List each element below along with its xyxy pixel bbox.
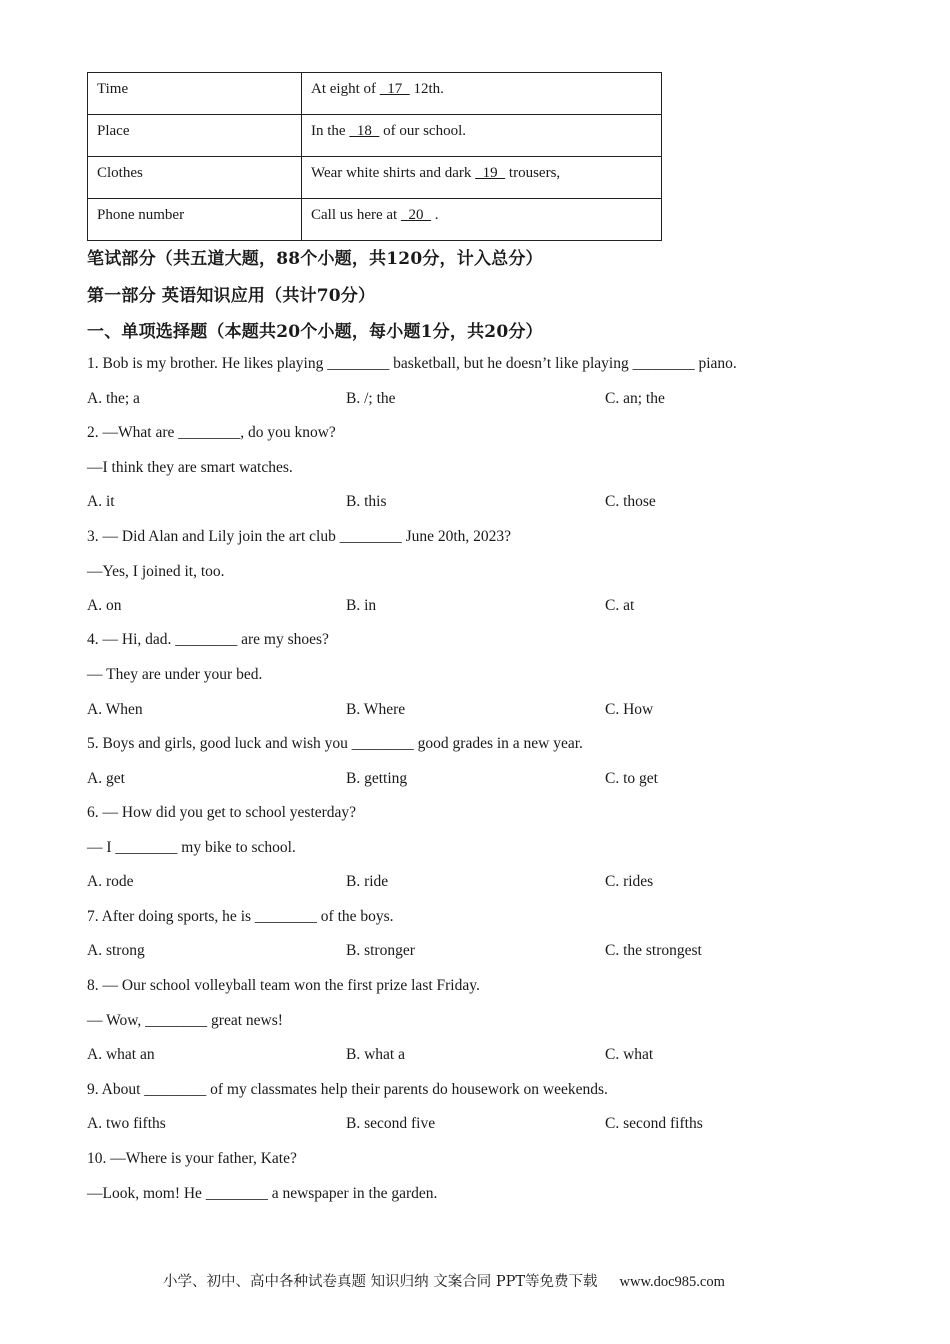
table-key: Time <box>97 81 129 97</box>
question-line: —I think they are smart watches. <box>87 459 293 476</box>
table-row: Clothes Wear white shirts and dark 19 trousers, <box>88 157 662 199</box>
table-row: Place In the 18 of our school. <box>88 115 662 157</box>
footer-link[interactable]: www.doc985.com <box>619 1274 725 1290</box>
question-line: —Look, mom! He ________ a newspaper in the garden. <box>87 1185 438 1202</box>
option-a: A. the; a <box>87 390 140 407</box>
option-c: C. at <box>605 597 635 614</box>
question-line: 2. —What are ________, do you know? <box>87 424 336 441</box>
option-a: A. what an <box>87 1046 155 1063</box>
part-heading: 第一部分 英语知识应用（共计70分） <box>87 286 376 306</box>
option-a: A. two fifths <box>87 1115 166 1132</box>
answer-blank: 17 <box>379 81 410 97</box>
question-line: — They are under your bed. <box>87 666 263 683</box>
option-c: C. those <box>605 493 656 510</box>
option-b: B. second five <box>346 1115 436 1132</box>
table-key: Clothes <box>97 165 143 181</box>
question-line: 5. Boys and girls, good luck and wish you ________ good grades in a new year. <box>87 735 583 752</box>
table-row: Phone number Call us here at 20 . <box>88 199 662 241</box>
option-c: C. the strongest <box>605 942 702 959</box>
table-value: In the <box>311 123 350 139</box>
option-b: B. this <box>346 493 387 510</box>
question-line: 8. — Our school volleyball team won the first prize last Friday. <box>87 977 480 994</box>
option-c: C. How <box>605 701 654 718</box>
table-value: At eight of <box>311 81 380 97</box>
footer-text: 小学、初中、高中各种试卷真题 知识归纳 文案合同 PPT等免费下载 <box>163 1274 598 1290</box>
option-b: B. stronger <box>346 942 415 959</box>
table-value: Wear white shirts and dark <box>311 165 476 181</box>
question-line: 9. About ________ of my classmates help their parents do housework on weekends. <box>87 1081 608 1098</box>
option-a: A. strong <box>87 942 145 959</box>
option-c: C. rides <box>605 873 654 890</box>
option-a: A. rode <box>87 873 134 890</box>
table-value: Call us here at <box>311 207 401 223</box>
question-line: 4. — Hi, dad. ________ are my shoes? <box>87 631 329 648</box>
answer-blank: 18 <box>349 123 380 139</box>
option-a: A. When <box>87 701 143 718</box>
option-a: A. it <box>87 493 115 510</box>
option-b: B. what a <box>346 1046 405 1063</box>
written-section-heading: 笔试部分（共五道大题，88个小题，共120分，计入总分） <box>87 249 543 269</box>
question-line: 6. — How did you get to school yesterday? <box>87 804 357 821</box>
question-line: 1. Bob is my brother. He likes playing ________ basketball, but he doesn’t like playing ________ piano. <box>87 355 737 372</box>
question-line: 7. After doing sports, he is ________ of the boys. <box>87 908 394 925</box>
option-a: A. on <box>87 597 122 614</box>
question-line: — Wow, ________ great news! <box>87 1012 283 1029</box>
answer-blank: 20 <box>400 207 431 223</box>
option-a: A. get <box>87 770 125 787</box>
option-b: B. Where <box>346 701 406 718</box>
info-table <box>87 72 662 241</box>
option-c: C. an; the <box>605 390 665 407</box>
question-line: —Yes, I joined it, too. <box>87 563 225 580</box>
section-heading: 一、单项选择题（本题共20个小题，每小题1分，共20分） <box>87 322 543 342</box>
table-key: Phone number <box>97 207 185 223</box>
table-row: Time At eight of 17 12th. <box>88 73 662 115</box>
question-line: 3. — Did Alan and Lily join the art club ________ June 20th, 2023? <box>87 528 512 545</box>
option-c: C. second fifths <box>605 1115 703 1132</box>
option-b: B. ride <box>346 873 389 890</box>
answer-blank: 19 <box>475 165 506 181</box>
option-c: C. to get <box>605 770 658 787</box>
option-c: C. what <box>605 1046 654 1063</box>
option-b: B. in <box>346 597 377 614</box>
question-line: 10. —Where is your father, Kate? <box>87 1150 297 1167</box>
option-b: B. /; the <box>346 390 396 407</box>
table-key: Place <box>97 123 130 139</box>
question-line: — I ________ my bike to school. <box>87 839 296 856</box>
page-footer <box>163 1270 725 1291</box>
option-b: B. getting <box>346 770 408 787</box>
